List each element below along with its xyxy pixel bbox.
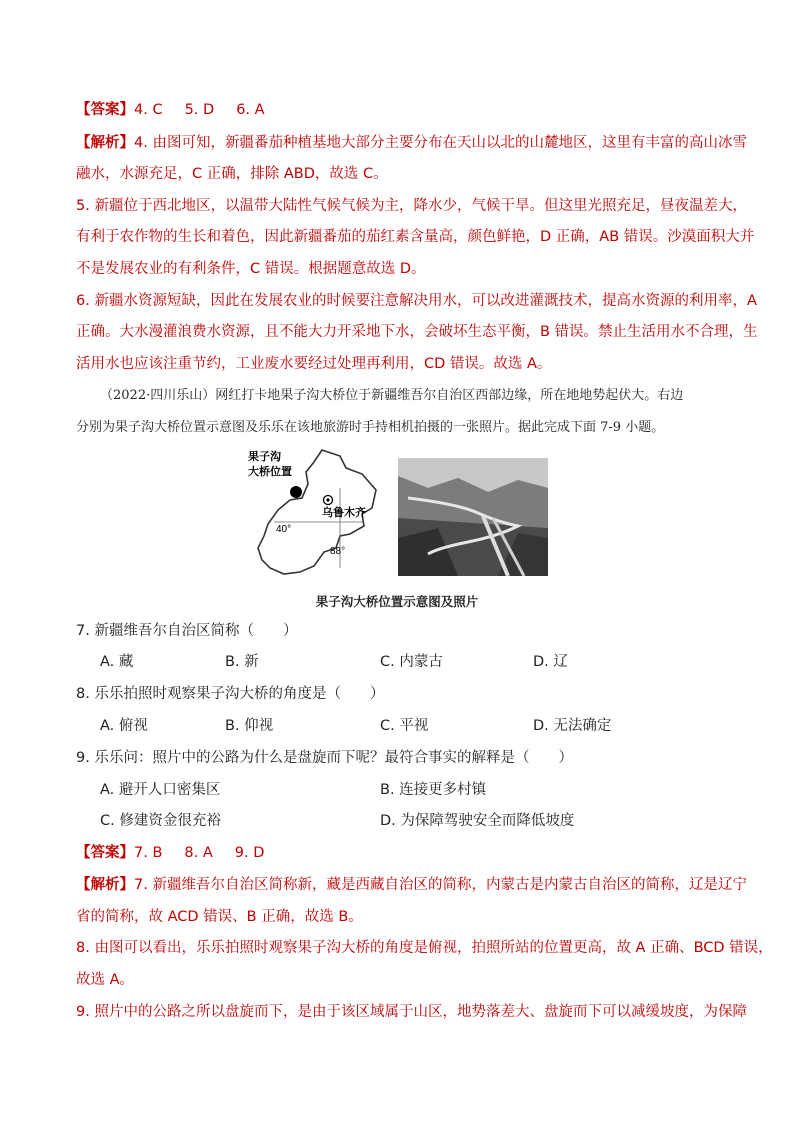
answer-item: 7. B [134, 845, 163, 861]
answer-item: 4. C [134, 102, 163, 118]
analysis-tag: 【解析】 [76, 877, 134, 893]
q9-option-a: A. 避开人口密集区 [100, 782, 221, 798]
analysis-line: 9. 照片中的公路之所以盘旋而下，是由于该区域属于山区，地势落差大、盘旋而下可以减缓坡度，为保障 [76, 1004, 747, 1020]
q7-option-d: D. 辽 [533, 654, 568, 670]
figure [244, 448, 550, 588]
q9-option-c: C. 修建资金很充裕 [100, 813, 221, 829]
analysis-line: 融水，水源充足，C 正确，排除 ABD，故选 C。 [76, 166, 388, 182]
bridge-label-line2: 大桥位置 [248, 466, 292, 478]
q8-option-d: D. 无法确定 [533, 718, 612, 734]
analysis-line [76, 133, 747, 153]
analysis-tag: 【解析】 [76, 135, 134, 151]
answer-tag: 【答案】 [76, 845, 134, 861]
question-intro: （2022·四川乐山）网红打卡地果子沟大桥位于新疆维吾尔自治区西部边缘，所在地地势起伏大。右边 [100, 388, 684, 403]
bridge-photo [398, 458, 548, 576]
q8-option-c: C. 平视 [380, 718, 429, 734]
answer-item: 9. D [234, 845, 265, 861]
analysis-line: 正确。大水漫灌浪费水资源，且不能大力开采地下水，会破坏生态平衡，B 错误。禁止生活用水不合理，生 [76, 324, 758, 340]
q8-option-a: A. 俯视 [100, 718, 148, 734]
q7-option-b: B. 新 [225, 654, 259, 670]
q7-option-a: A. 藏 [100, 654, 134, 670]
bridge-location-marker [290, 486, 302, 498]
analysis-line: 6. 新疆水资源短缺，因此在发展农业的时候要注意解决用水，可以改进灌溉技术，提高水资源的利用率，A [76, 293, 757, 309]
analysis-line: 有利于农作物的生长和着色，因此新疆番茄的茄红素含量高，颜色鲜艳，D 正确，AB 错误。沙漠面积大并 [76, 229, 755, 245]
q9-option-b: B. 连接更多村镇 [380, 782, 487, 798]
analysis-text: 4. 由图可知，新疆番茄种植基地大部分主要分布在天山以北的山麓地区，这里有丰富的高山冰雪 [134, 135, 747, 151]
figure-caption: 果子沟大桥位置示意图及照片 [315, 594, 479, 609]
longitude-label: 88° [330, 546, 346, 557]
latitude-label: 40° [276, 524, 292, 535]
analysis-line [76, 875, 747, 895]
analysis-text: 7. 新疆维吾尔自治区简称新，藏是西藏自治区的简称，内蒙古是内蒙古自治区的简称，辽是辽宁 [134, 877, 747, 893]
analysis-line: 故选 A。 [76, 972, 135, 988]
q7-option-c: C. 内蒙古 [380, 654, 443, 670]
answer-item: 5. D [184, 102, 215, 118]
analysis-line: 活用水也应该注重节约，工业废水要经过处理再利用，CD 错误。故选 A。 [76, 356, 552, 372]
answer-item: 6. A [236, 102, 265, 118]
xinjiang-location-map [244, 448, 384, 583]
answer-tag: 【答案】 [76, 102, 134, 118]
analysis-line: 不是发展农业的有利条件，C 错误。根据题意故选 D。 [76, 261, 426, 277]
q8-option-b: B. 仰视 [225, 718, 274, 734]
question-intro: 分别为果子沟大桥位置示意图及乐乐在该地旅游时手持相机拍摄的一张照片。据此完成下面 7-9 小题。 [76, 420, 665, 435]
analysis-line: 8. 由图可以看出，乐乐拍照时观察果子沟大桥的角度是俯视，拍照所站的位置更高，故 A 正确、BCD 错误， [76, 940, 773, 956]
city-label: 乌鲁木齐 [322, 507, 366, 519]
question-9-stem: 9. 乐乐问：照片中的公路为什么是盘旋而下呢？最符合事实的解释是（ ） [76, 750, 573, 766]
analysis-line: 省的简称，故 ACD 错误、B 正确，故选 B。 [76, 909, 363, 925]
question-8-stem: 8. 乐乐拍照时观察果子沟大桥的角度是（ ） [76, 686, 385, 702]
analysis-line: 5. 新疆位于西北地区，以温带大陆性气候气候为主，降水少，气候干旱。但这里光照充足，昼夜温差大， [76, 198, 747, 214]
question-7-stem: 7. 新疆维吾尔自治区简称（ ） [76, 623, 298, 639]
answers-7-9 [76, 843, 726, 863]
bridge-label-line1: 果子沟 [248, 451, 281, 463]
answer-item: 8. A [184, 845, 213, 861]
answers-4-6 [76, 100, 726, 120]
q9-option-d: D. 为保障驾驶安全而降低坡度 [380, 813, 575, 829]
